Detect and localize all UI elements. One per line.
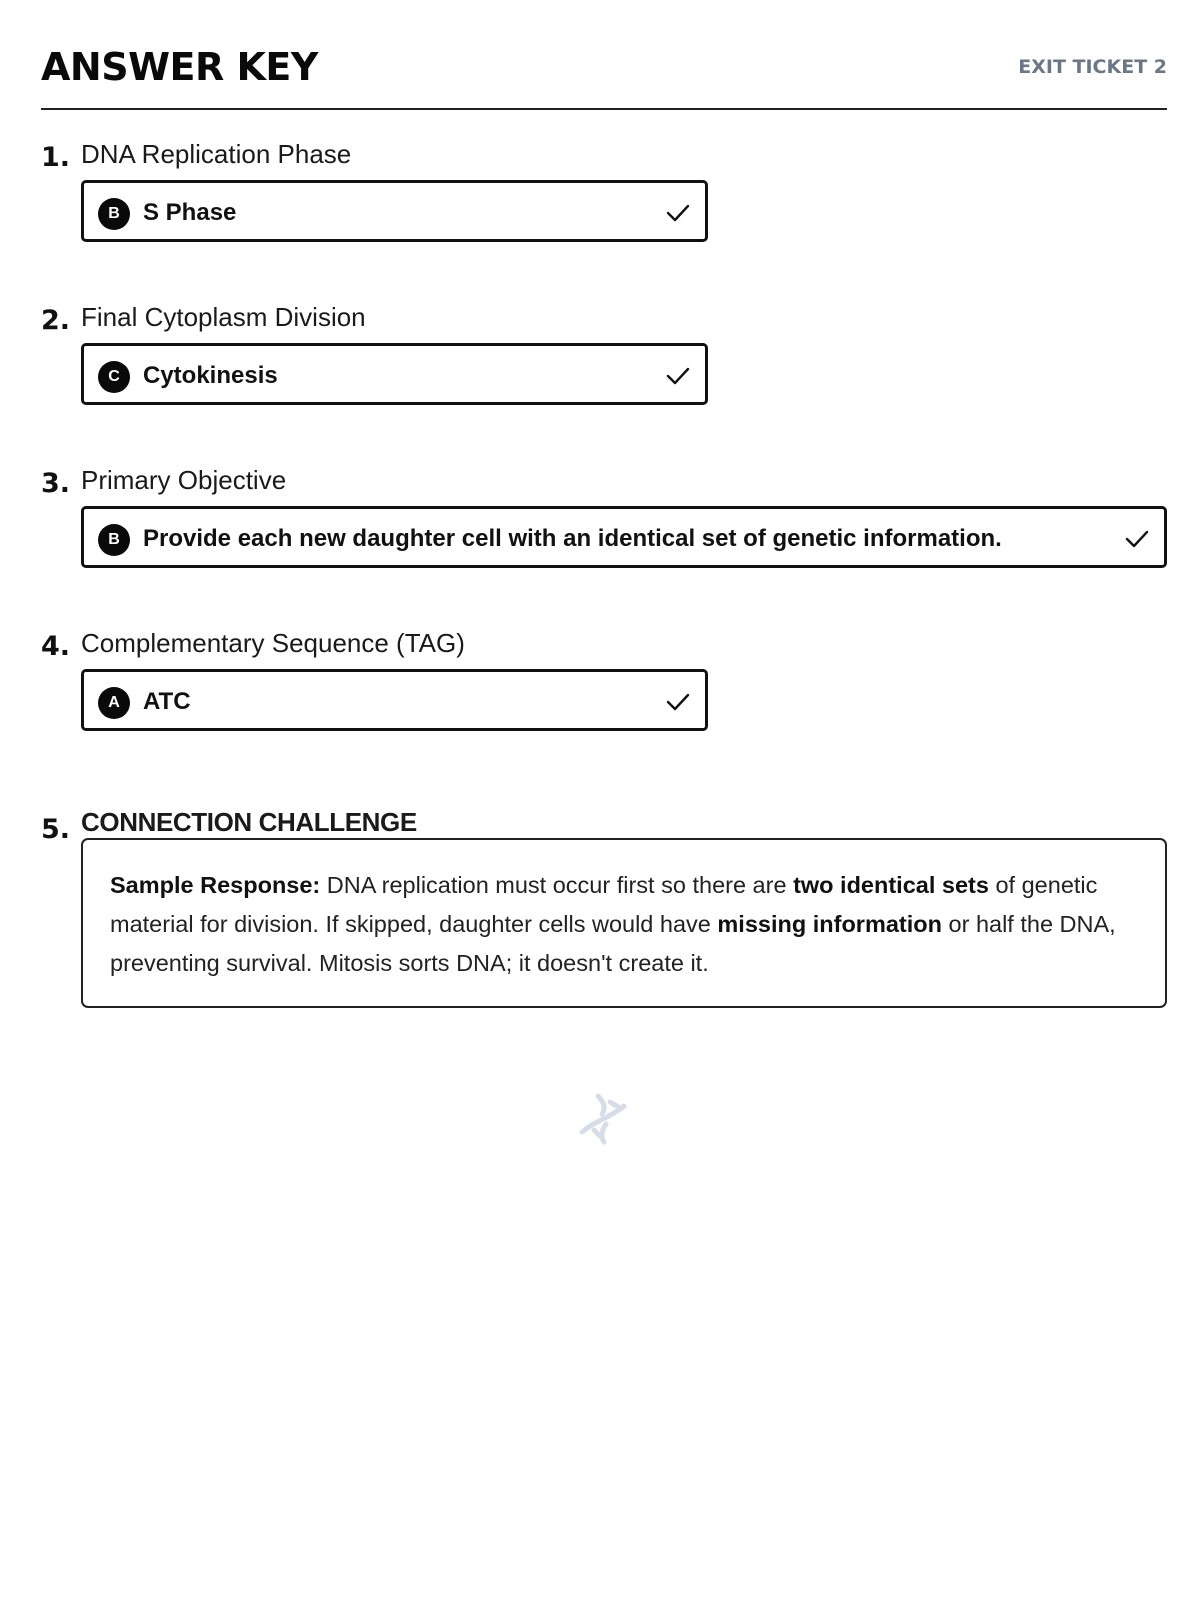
question-number: 1. bbox=[41, 142, 71, 173]
response-lead: Sample Response: bbox=[110, 872, 321, 898]
question-label: Primary Objective bbox=[81, 465, 287, 495]
answer-text: Provide each new daughter cell with an identical set of genetic information. bbox=[143, 525, 1002, 552]
sample-response-box bbox=[81, 838, 1167, 1008]
check-icon bbox=[665, 201, 691, 225]
question-label: DNA Replication Phase bbox=[81, 139, 352, 169]
sample-response-text: Sample Response: DNA replication must occur first so there are two identical sets of genetic material for division. If skipped, daughter cells would have missing information or half the DNA, preventing survival. Mitosis sorts DNA; it doesn't create it. bbox=[110, 872, 1116, 976]
question-number: 2. bbox=[41, 305, 71, 336]
check-icon bbox=[665, 690, 691, 714]
question-number: 5. bbox=[41, 814, 71, 845]
question-label: Complementary Sequence (TAG) bbox=[81, 628, 465, 658]
check-icon bbox=[1124, 527, 1150, 551]
answer-key-page bbox=[41, 0, 1167, 976]
option-letter-badge: A bbox=[98, 687, 130, 719]
key-phrase: missing information bbox=[717, 911, 942, 937]
option-letter-badge: B bbox=[98, 524, 130, 556]
answer-text: ATC bbox=[143, 688, 191, 715]
dna-icon bbox=[576, 1092, 630, 1146]
page-title: ANSWER KEY bbox=[41, 45, 318, 89]
option-letter-badge: C bbox=[98, 361, 130, 393]
check-icon bbox=[665, 364, 691, 388]
answer-option[interactable] bbox=[81, 343, 708, 405]
question-number: 3. bbox=[41, 468, 71, 499]
answer-option[interactable] bbox=[81, 506, 1167, 568]
answer-option[interactable] bbox=[81, 669, 708, 731]
answer-text: S Phase bbox=[143, 199, 237, 226]
answer-text: Cytokinesis bbox=[143, 362, 278, 389]
key-phrase: two identical sets bbox=[793, 872, 989, 898]
exit-ticket-label: EXIT TICKET 2 bbox=[1018, 56, 1167, 78]
page-header bbox=[41, 0, 1167, 110]
question-label: Final Cytoplasm Division bbox=[81, 302, 366, 332]
question-number: 4. bbox=[41, 631, 71, 662]
answer-option[interactable] bbox=[81, 180, 708, 242]
option-letter-badge: B bbox=[98, 198, 130, 230]
challenge-title: CONNECTION CHALLENGE bbox=[81, 807, 417, 837]
